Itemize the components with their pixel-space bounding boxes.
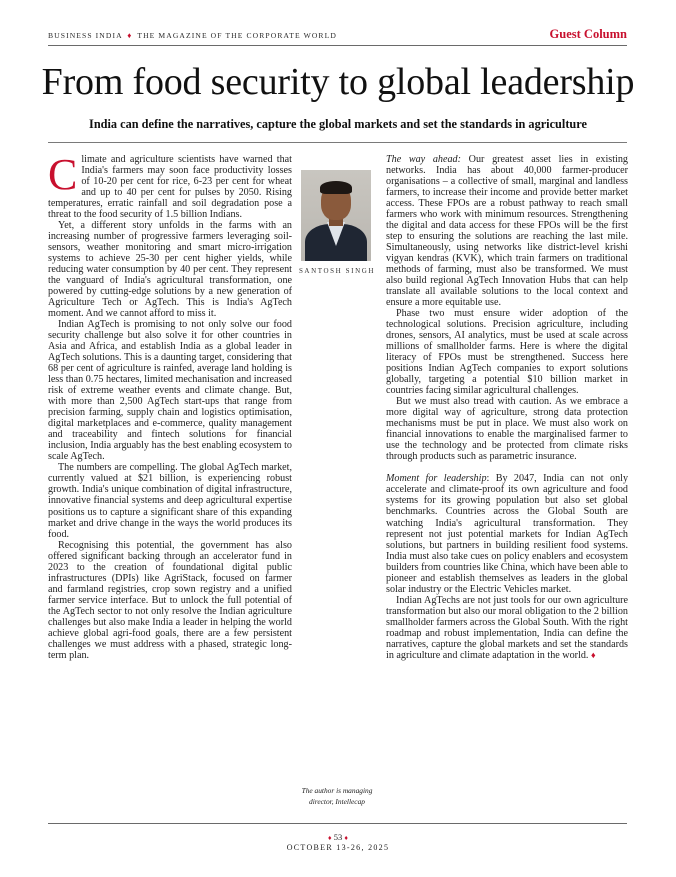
author-note-line: The author is managing — [301, 786, 373, 795]
paragraph-text: Indian AgTechs are not just tools for our own agriculture transformation but also our moral obligation to the 2 billion smallholder farmers across the Global South. With the right roadmap and robust implementation, India can define the narratives, capture the global markets and set the standards in agriculture and climate adaptation in the world. — [386, 594, 628, 661]
masthead-bar — [48, 27, 627, 45]
author-photo — [301, 170, 371, 261]
right-column — [386, 154, 628, 661]
section-lead: Moment for leadership — [386, 473, 487, 485]
paragraph: The numbers are compelling. The global AgTech market, currently valued at $21 billion, is experiencing robust growth. India's unique combination of digital infrastructure, innovative financial systems and deep agricultural expertise positions us to capture a significant share of this expanding market and drive change in the ways the world produces its food. — [48, 462, 292, 540]
paragraph — [386, 595, 628, 661]
author-column — [298, 154, 376, 814]
diamond-icon: ♦ — [344, 834, 348, 842]
paragraph — [386, 154, 628, 308]
section-label: Guest Column — [549, 27, 627, 41]
masthead-title: BUSINESS INDIA — [48, 31, 123, 40]
paragraph: Phase two must ensure wider adoption of the technological solutions. Precision agriculture, including drones, sensors, AI analytics, must be used at scale across millions of smallholder farms. Here is where the digital literacy of FPOs must be strengthened. Success here positions Indian AgTech companies to export solutions globally, targeting a potential $10 billion market in countries facing similar agricultural challenges. — [386, 308, 628, 397]
left-column — [48, 150, 292, 661]
diamond-icon: ♦ — [328, 834, 332, 842]
paragraph — [48, 150, 292, 221]
drop-cap: C — [48, 150, 78, 199]
issue-date: OCTOBER 13-26, 2025 — [286, 843, 390, 852]
diamond-icon: ♦ — [127, 31, 133, 40]
author-name: SANTOSH SINGH — [298, 267, 376, 275]
author-note-line: director, Intellecap — [309, 797, 365, 806]
article-title: From food security to global leadership — [41, 61, 635, 103]
top-divider — [48, 45, 627, 46]
subtitle-divider — [48, 142, 627, 143]
page-number-value: 53 — [333, 832, 343, 842]
paragraph: Yet, a different story unfolds in the farms with an increasing number of progressive farmers leveraging soil-sensors, weather monitoring and smart micro-irrigation systems to achieve 25-30 per cent higher yields, while reducing water consumption by 40 per cent. They represent the vanguard of India's agricultural transformation, one powered by cutting-edge solutions by a new generation of Agriculture Tech or AgTech. This is India's AgTech moment. And we cannot afford to miss it. — [48, 220, 292, 320]
paragraph-text: Our greatest asset lies in existing networks. India has about 40,000 farmer-producer organisations – a collective of small, marginal and landless farmers, to increase their income and provide better market access. These FPOs are a robust pathway to reach small farmers who work with minimum resources. Strengthening the digital and data access for these FPOs will be the first step to ensuring the solutions are reaching the last mile. Simultaneously, using networks like district-level krishi vigyan kendras (KVK), which train farmers on traditional methods of farming, must also be transformed. We must also build regional AgTech Innovation Hubs that can help translate all available solutions to the local context and ensure a more equitable use. — [386, 154, 628, 309]
paragraph-text: limate and agriculture scientists have warned that India's farmers may soon face productivity losses of 10-20 per cent for rice, 6-23 per cent for wheat and up to 40 per cent for pulses by 2050. Rising temperatures, erratic rainfall and soil degradation pose a threat to the food security of 1.5 billion Indians. — [48, 154, 292, 221]
paragraph: Recognising this potential, the government has also offered significant backing through an accelerator fund in 2023 to the creation of foundational digital public infrastructures (DPIs) like AgriStack, focused on farmer and farmland registries, crop sown registry and a unified farmer service interface. But to unlock the full potential of the AgTech sector to not only resolve the Indian agriculture challenges but also make India a leader in helping the world achieve global agri-food goals, there are a few persistent challenges we must address with a phased, strategic long-term plan. — [48, 539, 292, 661]
paragraph: But we must also tread with caution. As we embrace a more digital way of agriculture, strong data protection mechanisms must be put in place. We must also work on financial innovations to enable the marginalised farmer to use the technology and be protected from climate risks through products such as parametric insurance. — [386, 396, 628, 463]
end-diamond-icon: ♦ — [590, 649, 596, 660]
section-lead: The way ahead: — [386, 154, 461, 165]
paragraph — [386, 473, 628, 594]
page-number — [0, 832, 676, 842]
paragraph-text: : By 2047, India can not only accelerate and climate-proof its own agriculture and food systems for its growing population but also set global benchmarks. Countries across the Global South are watching India's agricultural transformation. They represent not just potential markets for Indian AgTech solutions, but partners in building resilient food systems. India must also take cues on policy enablers and ecosystem builders from countries like China, which have been able to pioneer and establish themselves as leaders in the global solar industry or the Electric Vehicles market. — [386, 473, 629, 595]
masthead-tagline: THE MAGAZINE OF THE CORPORATE WORLD — [137, 31, 337, 40]
author-note — [298, 785, 376, 807]
masthead — [48, 31, 337, 40]
footer-divider — [48, 823, 627, 824]
paragraph: Indian AgTech is promising to not only solve our food security challenge but also solve it for other countries in Asia and Africa, and establish India as a global leader in AgTech solutions. This is a daunting target, considering that 68 per cent of agriculture is rainfed, average land holding is less than 0.75 hectares, limited mechanisation and increased risk of extreme weather events and climate change. But, with more than 2,500 AgTech start-ups that range from precision farming, supply chain and logistics optimisation, digital marketplaces and e-commerce, quality management and traceability and fintech solutions for financial inclusion, India arguably has the best enabling ecosystem to scale AgTech. — [48, 319, 292, 463]
photo-hair — [320, 181, 352, 194]
article-subtitle: India can define the narratives, capture the global markets and set the standards in agriculture — [89, 117, 587, 131]
